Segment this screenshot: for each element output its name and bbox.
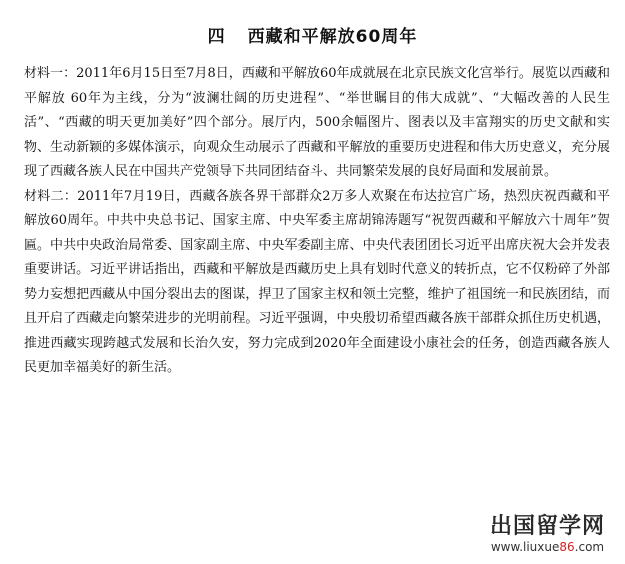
body-text bbox=[24, 62, 610, 381]
paragraph-material-one: 材料一：2011年6月15日至7月8日，西藏和平解放60年成就展在北京民族文化宫举行。展览以西藏和平解放 60年为主线，分为“波澜壮阔的历史进程”、“举世瞩目的伟大成就”、“大幅改善的人民生活”、“西藏的明天更加美好”四个部分。展厅内，500余幅图片、图表以及丰富翔实的历史文献和实物、生动新颖的多媒体演示，向观众生动展示了西藏和平解放的重要历史进程和伟大历史意义，充分展现了西藏各族人民在中国共产党领导下共同团结奋斗、共同繁荣发展的良好局面和发展前景。 bbox=[24, 66, 610, 179]
watermark-url-highlight: 86 bbox=[559, 540, 575, 554]
paragraph-material-two: 材料二：2011年7月19日，西藏各族各界干部群众2万多人欢聚在布达拉宫广场，热烈庆祝西藏和平解放60周年。中共中央总书记、国家主席、中央军委主席胡锦涛题写“祝贺西藏和平解放六十周年”贺匾。中共中央政治局常委、国家副主席、中央军委副主席、中央代表团团长习近平出席庆祝大会并发表重要讲话。习近平讲话指出，西藏和平解放是西藏历史上具有划时代意义的转折点，它不仅粉碎了外部势力妄想把西藏从中国分裂出去的图谋，捍卫了国家主权和领土完整，维护了祖国统一和民族团结，而且开启了西藏走向繁荣进步的光明前程。习近平强调，中央殷切希望西藏各族干部群众抓住历史机遇，推进西藏实现跨越式发展和长治久安，努力完成到2020年全面建设小康社会的任务，创造西藏各族人民更加幸福美好的新生活。 bbox=[24, 188, 610, 375]
watermark-url bbox=[490, 540, 605, 554]
section-number: 四 bbox=[207, 27, 226, 47]
watermark-url-suffix: .com bbox=[574, 540, 605, 554]
section-heading: 西藏和平解放60周年 bbox=[247, 27, 418, 47]
watermark-logo-text: 出国留学网 bbox=[489, 514, 605, 539]
watermark-url-prefix: www.liuxue bbox=[490, 540, 560, 554]
page-title bbox=[0, 22, 625, 47]
site-watermark bbox=[490, 514, 605, 554]
